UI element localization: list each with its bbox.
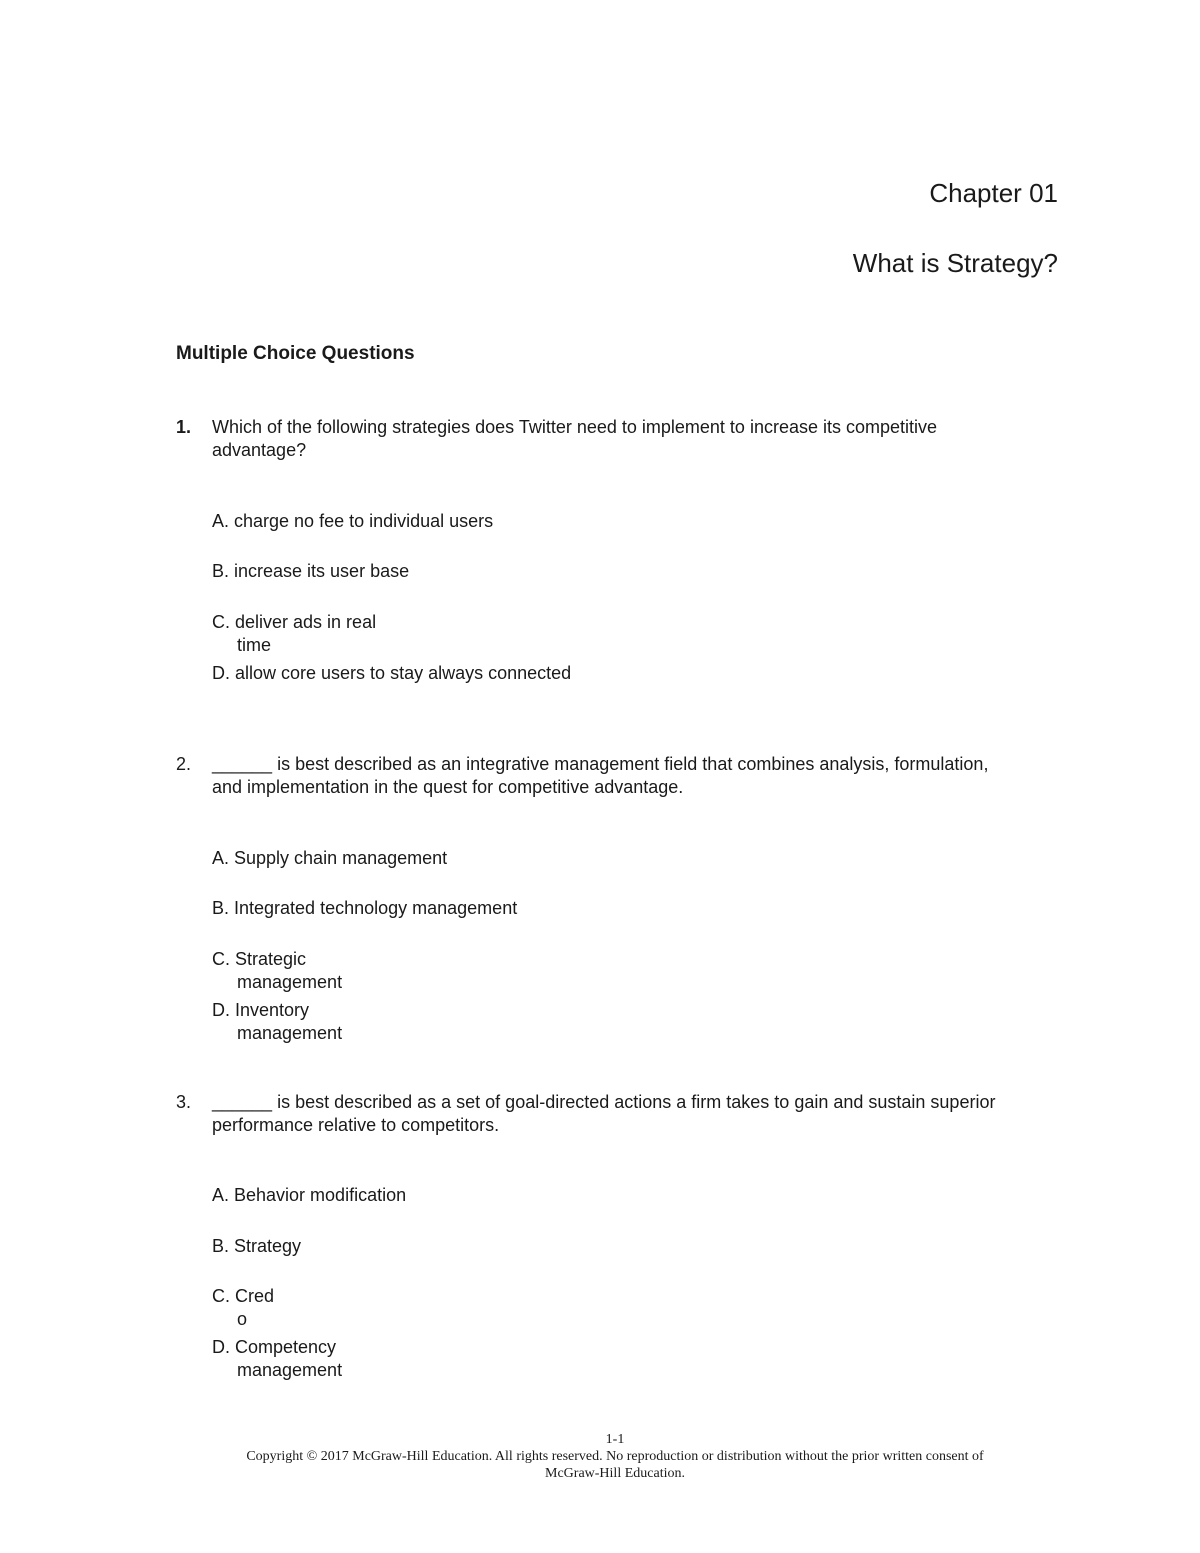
question-1-number: 1. [176, 417, 192, 437]
question-1-option-b: B. increase its user base [212, 561, 410, 581]
copyright-line-1: Copyright © 2017 McGraw-Hill Education. All rights reserved. No reproduction or distribution without the prior written consent of [246, 1449, 984, 1464]
question-1-text-line-2: advantage? [212, 440, 307, 460]
chapter-heading: Chapter 01 [929, 178, 1058, 208]
question-2-text-line-2: and implementation in the quest for competitive advantage. [212, 777, 684, 797]
question-2-text-line-1: ______ is best described as an integrative management field that combines analysis, formulation, [212, 754, 989, 774]
page-title: What is Strategy? [852, 248, 1058, 278]
question-3-option-c-continued: o [237, 1309, 248, 1329]
question-3-number: 3. [176, 1092, 192, 1112]
question-3-option-d: D. Competency [212, 1337, 337, 1357]
question-3-text-line-2: performance relative to competitors. [212, 1115, 500, 1135]
question-2-option-c: C. Strategic [212, 949, 307, 969]
question-1-option-a: A. charge no fee to individual users [212, 511, 494, 531]
question-3-option-a: A. Behavior modification [212, 1185, 407, 1205]
question-3-text-line-1: ______ is best described as a set of goal-directed actions a firm takes to gain and sustain superior [212, 1092, 996, 1112]
question-3-option-c: C. Cred [212, 1286, 275, 1306]
section-title: Multiple Choice Questions [176, 343, 415, 364]
question-1-option-c-continued: time [237, 635, 272, 655]
question-2-number: 2. [176, 754, 192, 774]
question-1-option-d: D. allow core users to stay always connected [212, 663, 572, 683]
copyright-line-2: McGraw-Hill Education. [545, 1466, 685, 1481]
question-1-option-c: C. deliver ads in real [212, 612, 377, 632]
question-2-option-c-continued: management [237, 972, 343, 992]
question-3-option-d-continued: management [237, 1360, 343, 1380]
question-1-text-line-1: Which of the following strategies does Twitter need to implement to increase its competitive [212, 417, 938, 437]
question-2-option-a: A. Supply chain management [212, 848, 448, 868]
question-2-option-d: D. Inventory [212, 1000, 310, 1020]
page-number: 1-1 [605, 1432, 625, 1447]
question-3-option-b: B. Strategy [212, 1236, 302, 1256]
question-2-option-b: B. Integrated technology management [212, 898, 518, 918]
question-2-option-d-continued: management [237, 1023, 343, 1043]
